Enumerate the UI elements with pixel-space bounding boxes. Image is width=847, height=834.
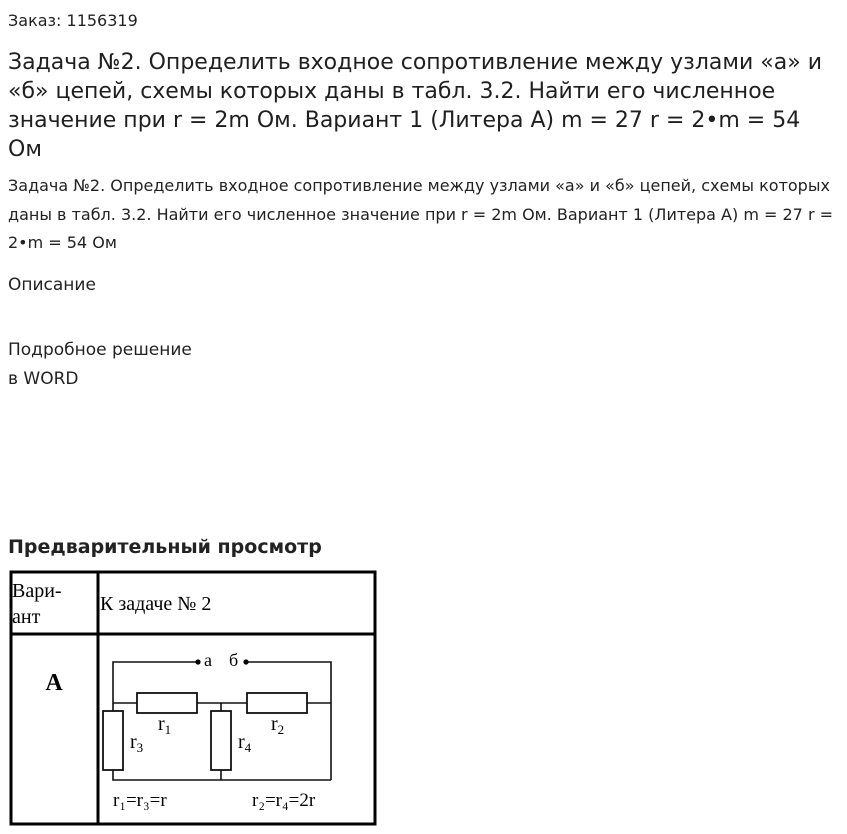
label-r1: $r_1$ <box>158 713 172 737</box>
header-task: К задаче № 2 <box>100 593 212 615</box>
label-r3: $r_3$ <box>130 731 144 755</box>
node-a-label: а <box>204 650 212 670</box>
node-a-dot <box>195 659 200 664</box>
solution-line-1: Подробное решение <box>8 340 192 360</box>
task-title: Задача №2. Определить входное сопротивление между узлами «а» и «б» цепей, схемы которых даны в табл. 3.2. Найти его численное значение при r = 2m Ом. Вариант 1 (Литера А) m = 27 r = 2•m = 54 Ом <box>8 50 822 162</box>
resistor-r2 <box>247 693 307 713</box>
node-b-dot <box>243 659 248 664</box>
formula-left: r₁=r₃=r <box>113 790 167 811</box>
description-label: Описание <box>8 275 96 295</box>
header-variant-line1: Вари- <box>12 580 62 602</box>
resistor-r4 <box>211 711 231 770</box>
label-r2: $r_2$ <box>271 713 285 737</box>
preview-image <box>8 570 378 828</box>
solution-line-2: в WORD <box>8 368 79 389</box>
header-variant-line2: ант <box>12 606 41 628</box>
solution-note <box>8 336 192 393</box>
node-b-label: б <box>229 650 239 670</box>
order-number: Заказ: 1156319 <box>8 11 138 30</box>
resistor-r1 <box>137 693 197 713</box>
preview-heading: Предварительный просмотр <box>8 536 322 558</box>
resistor-r3 <box>103 711 123 770</box>
preview-table-svg <box>8 570 378 828</box>
formula-right: r₂=r₄=2r <box>252 790 316 811</box>
variant-letter: А <box>45 670 63 696</box>
label-r4: $r_4$ <box>238 731 252 755</box>
task-description: Задача №2. Определить входное сопротивление между узлами «а» и «б» цепей, схемы которых даны в табл. 3.2. Найти его численное значение при r = 2m Ом. Вариант 1 (Литера А) m = 27 r = 2•m = 54 Ом <box>8 176 834 252</box>
